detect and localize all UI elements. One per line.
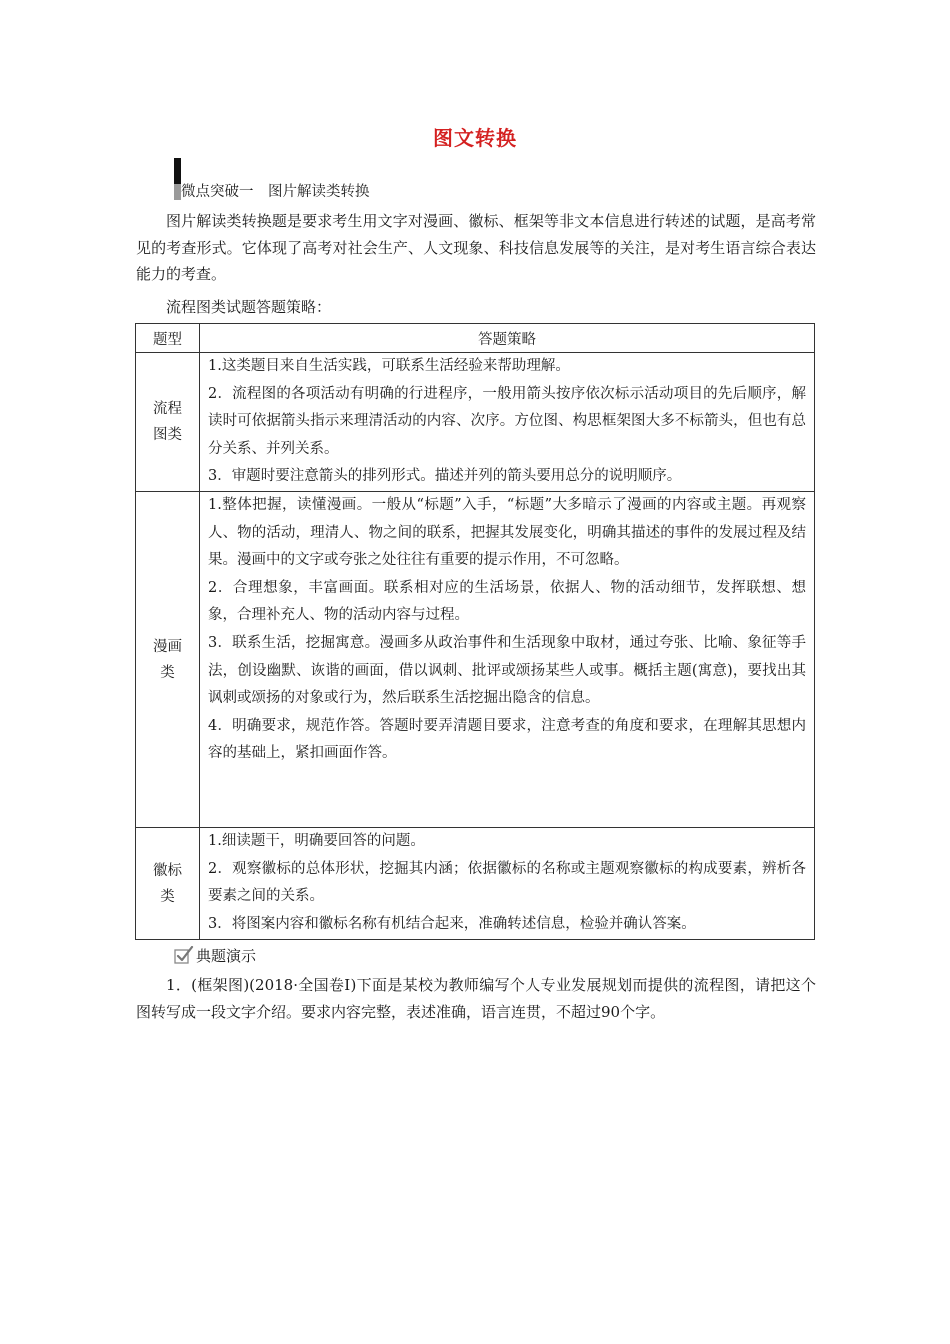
strategy-item: 3．将图案内容和徽标名称有机结合起来，准确转述信息，检验并确认答案。 [208, 915, 696, 932]
page-title: 图文转换 [433, 126, 517, 150]
section-heading-text: 微点突破一 图片解读类转换 [181, 184, 370, 200]
example-heading-text: 典题演示 [196, 947, 257, 965]
strategy-item: 3．审题时要注意箭头的排列形式。描述并列的箭头要用总分的说明顺序。 [208, 468, 682, 485]
type-label-line1: 流程 [153, 401, 182, 417]
strategy-item: 1.整体把握，读懂漫画。一般从“标题”入手，“标题”大多暗示了漫画的内容或主题。再观察人、物的活动，理清人、物之间的联系，把握其发展变化，明确其描述的事件的发展过程及结果。漫画中的文字或夸张之处往往有重要的提示作用，不可忽略。 [208, 497, 806, 569]
header-type: 题型 [136, 324, 200, 353]
type-cell-emblem [136, 828, 200, 940]
strategy-cell-emblem [200, 828, 815, 940]
type-cell-flowchart [136, 353, 200, 492]
checkbox-check-icon [174, 946, 194, 964]
intro-paragraph: 图片解读类转换题是要求考生用文字对漫画、徽标、框架等非文本信息进行转述的试题，是高考常见的考查形式。它体现了高考对社会生产、人文现象、科技信息发展等的关注，是对考生语言综合表达能力的考查。 [136, 212, 816, 283]
table-header-row [136, 324, 815, 353]
strategy-item: 1.细读题干，明确要回答的问题。 [208, 833, 425, 849]
type-cell-cartoon [136, 492, 200, 828]
table-row-cartoon [136, 492, 815, 828]
example-question: 1．(框架图)(2018·全国卷Ⅰ)下面是某校为教师编写个人专业发展规划而提供的流程图，请把这个图转写成一段文字介绍。要求内容完整，表述准确，语言连贯，不超过90个字。 [136, 976, 816, 1021]
type-label-line1: 徽标 [153, 862, 182, 879]
section-marker-bar [174, 158, 181, 200]
table-row-flowchart [136, 353, 815, 492]
strategy-item: 2．合理想象，丰富画面。联系相对应的生活场景，依据人、物的活动细节，发挥联想、想象，合理补充人、物的活动内容与过程。 [208, 579, 806, 624]
type-label-line2: 类 [160, 664, 175, 681]
strategy-item: 2．流程图的各项活动有明确的行进程序，一般用箭头按序依次标示活动项目的先后顺序，解读时可依据箭头指示来理清活动的内容、次序。方位图、构思框架图大多不标箭头，但也有总分关系、并列关系。 [208, 385, 806, 457]
strategy-table [135, 323, 815, 940]
strategy-item: 1.这类题目来自生活实践，可联系生活经验来帮助理解。 [208, 358, 570, 374]
strategy-item: 2．观察徽标的总体形状，挖掘其内涵；依据徽标的名称或主题观察徽标的构成要素，辨析各要素之间的关系。 [208, 860, 806, 905]
example-heading [174, 946, 256, 966]
type-label-line2: 类 [160, 888, 175, 905]
strategy-item: 4．明确要求，规范作答。答题时要弄清题目要求，注意考查的角度和要求，在理解其思想内容的基础上，紧扣画面作答。 [208, 717, 806, 762]
strategy-cell-flowchart [200, 353, 815, 492]
table-row-emblem [136, 828, 815, 940]
strategy-cell-cartoon [200, 492, 815, 828]
header-strategy: 答题策略 [200, 324, 815, 353]
strategy-item: 3．联系生活，挖掘寓意。漫画多从政治事件和生活现象中取材，通过夸张、比喻、象征等手法，创设幽默、诙谐的画面，借以讽刺、批评或颂扬某些人或事。概括主题(寓意)，要找出其讽刺或颂扬的对象或行为，然后联系生活挖掘出隐含的信息。 [208, 634, 806, 707]
table-caption: 流程图类试题答题策略： [166, 298, 332, 316]
type-label-line2: 图类 [153, 427, 182, 443]
type-label-line1: 漫画 [153, 638, 182, 655]
